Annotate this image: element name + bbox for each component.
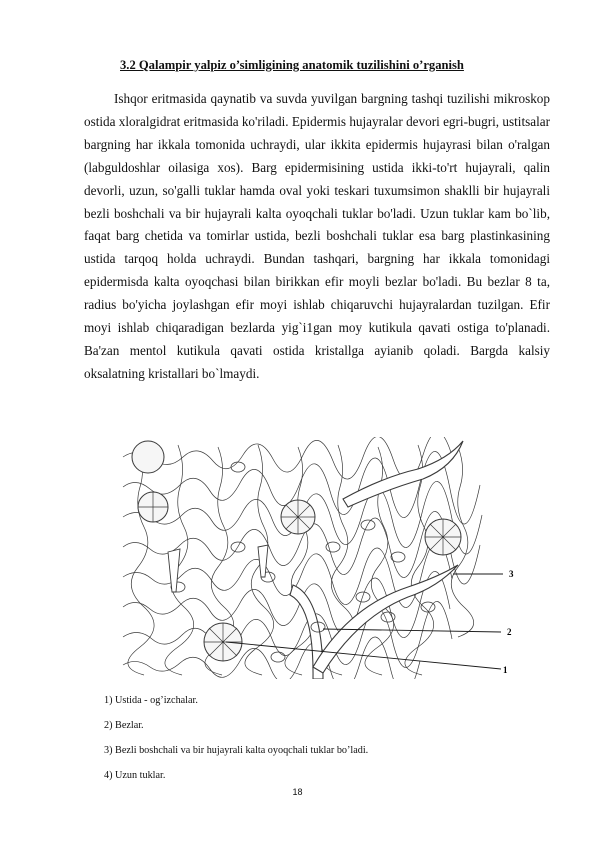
figure-label-2: 2 [507, 627, 512, 637]
body-paragraph: Ishqor eritmasida qaynatib va suvda yuvilgan bargning tashqi tuzilishi mikroskop ostida xloralgidrat eritmasida ko'riladi. Epidermis hujayralar devori egri-bugri, ustitsalar bargning har ikkala tomonida uchraydi, ular ikkita epidermis hujayrasi bilan o'ralgan (labguldoshlar oilasiga xos). Barg epidermisining ustida ikki-to'rt hujayrali, qalin devorli, uzun, so'galli tuklar hamda oval yoki teskari tuxumsimon shaklli bir hujayrali bezli boshchali va bir hujayrali kalta oyoqchali tuklar bo'ladi. Uzun tuklar kam bo`lib, faqat barg chetida va tomirlar ustida, bezli boshchali tuklar esa barg plastinkasining ustida tarqoq holda uchraydi. Bundan tashqari, bargning har ikkala tomonidagi epidermisda kalta oyoqchasi bilan birikkan efir moyli bezlar bo'ladi. Bu bezlar 8 ta, radius bo'yicha joylashgan efir moyi ishlab chiqaruvchi hujayralardan tuzilgan. Efir moyi ishlab chiqaradigan bezlarda yig`i1gan moy kutikula qavati ostiga to'planadi. Ba'zan mentol kutikula qavati ostida kristallga ayianib qoladi. Bargda kalsiy oksalatning kristallari bo`lmaydi. [84, 91, 550, 381]
section-heading: 3.2 Qalampir yalpiz o’simligining anatomik tuzilishini o’rganish [120, 58, 464, 72]
figure-captions [104, 694, 368, 794]
page-number: 18 [292, 787, 303, 797]
caption-item: 3) Bezli boshchali va bir hujayrali kalta oyoqchali tuklar bo’ladi. [104, 745, 369, 756]
figure-label-1: 1 [503, 665, 508, 675]
figure-label-3: 3 [509, 569, 514, 579]
leaf-epidermis-illustration [118, 437, 528, 679]
caption-item: 1) Ustida - og’izchalar. [104, 695, 198, 706]
caption-item: 2) Bezlar. [104, 720, 144, 731]
caption-item: 4) Uzun tuklar. [104, 770, 166, 781]
